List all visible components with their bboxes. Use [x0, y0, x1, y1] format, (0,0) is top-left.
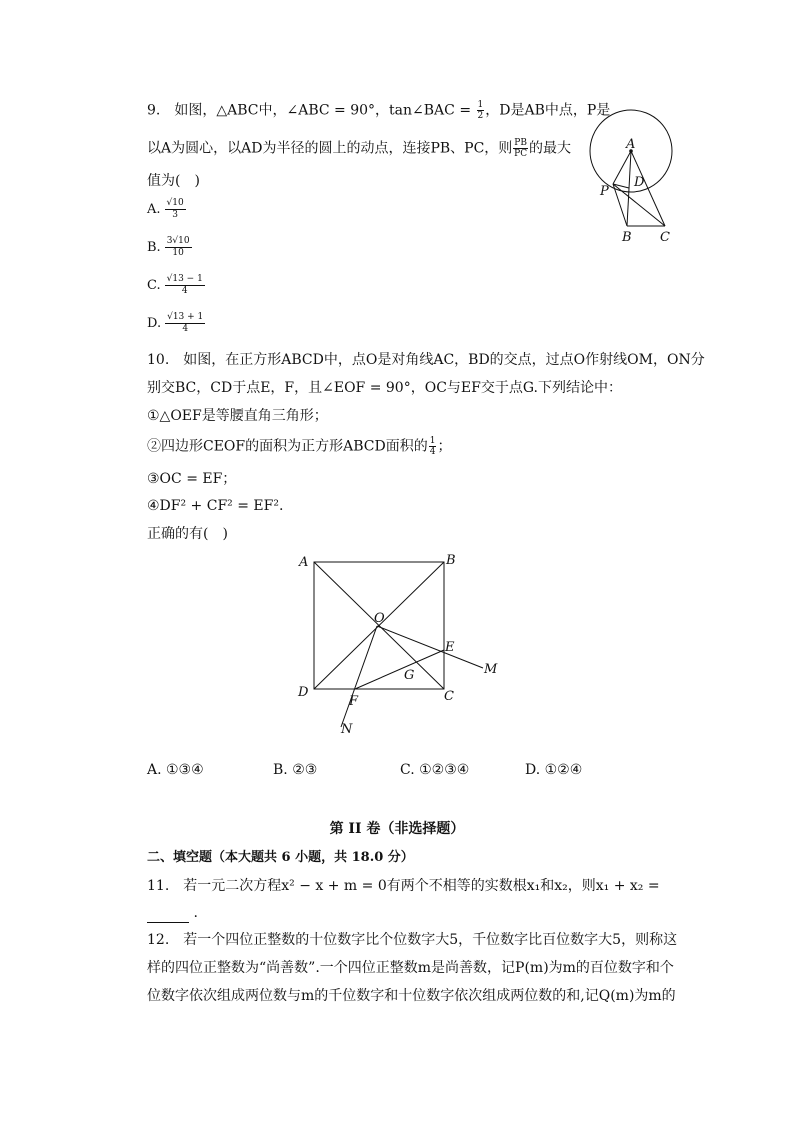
q9-option-d[interactable]: [147, 312, 205, 335]
q9-option-c-den: 4: [181, 286, 188, 296]
q10-statement-2: [147, 436, 451, 457]
q9-label-B: B: [622, 230, 632, 245]
q10-statement-2-pre: ②四边形CEOF的面积为正方形ABCD面积的: [147, 438, 428, 455]
q9-segment-PC: [613, 184, 665, 226]
q9-ratio-fraction: [513, 138, 528, 159]
q12-line2: 样的四位正整数为“尚善数”.一个四位正整数m是尚善数，记P(m)为m的百位数字和个: [147, 960, 674, 976]
q9-line2-tail: 的最大: [528, 140, 571, 157]
q10-prompt: 正确的有( ): [147, 526, 228, 542]
q9-option-c-num: √13 − 1: [166, 274, 203, 284]
q9-option-b-num: 3√10: [166, 236, 190, 246]
q10-label-A: A: [299, 555, 309, 570]
q9-option-d-frac: [165, 312, 205, 335]
q10-label-C: C: [444, 689, 454, 704]
q10-statement-2-num: 1: [429, 436, 436, 446]
q9-option-b-letter: B.: [147, 240, 161, 255]
q9-line2-text: 以A为圆心，以AD为半径的圆上的动点，连接PB、PC，则: [147, 140, 513, 157]
q9-label-A: A: [626, 137, 636, 152]
q9-option-c-frac: [165, 274, 205, 297]
q10-label-N: N: [341, 722, 353, 737]
q10-label-F: F: [349, 694, 359, 709]
q9-option-b[interactable]: [147, 236, 192, 259]
q9-tan-num: 1: [477, 100, 484, 110]
q11-answer-blank[interactable]: [147, 908, 189, 923]
q9-ratio-den: PC: [514, 149, 528, 159]
q9-label-D: D: [634, 175, 645, 190]
q10-label-B: B: [446, 553, 456, 568]
q10-line2: 别交BC，CD于点E，F，且∠EOF = 90°，OC与EF交于点G.下列结论中：: [147, 380, 622, 396]
q10-statement-2-frac: [429, 436, 437, 457]
q10-statement-2-post: ；: [437, 438, 452, 455]
section-subtitle: 二、填空题（本大题共 6 小题，共 18.0 分）: [147, 850, 414, 865]
q9-line3: 值为( ): [147, 173, 200, 189]
q10-ray-ON: [341, 626, 377, 727]
q10-statement-1: ①△OEF是等腰直角三角形；: [147, 408, 328, 424]
q9-option-a-letter: A.: [147, 202, 161, 217]
q10-ray-OM: [377, 626, 483, 668]
q9-option-c-letter: C.: [147, 278, 161, 293]
q10-label-O: O: [374, 611, 385, 626]
q10-figure: [290, 550, 510, 740]
q9-option-d-num: √13 + 1: [167, 312, 204, 322]
q10-label-M: M: [484, 662, 498, 677]
q10-statement-4: ④DF² + CF² = EF².: [147, 498, 284, 514]
q9-option-c[interactable]: [147, 274, 205, 297]
q9-line2: [147, 138, 571, 159]
q9-option-b-frac: [165, 236, 192, 259]
q9-tan-den: 2: [477, 111, 484, 121]
q9-option-b-den: 10: [172, 248, 184, 258]
q9-figure: [580, 100, 690, 250]
q9-label-C: C: [660, 230, 670, 245]
q9-line1-tail: ，D是AB中点，P是: [485, 102, 611, 119]
q9-option-a-den: 3: [172, 210, 178, 220]
q9-option-a-num: √10: [166, 198, 184, 208]
q11-line1: 11. 若一元二次方程x² − x + m = 0有两个不相等的实数根x₁和x₂，则x₁ + x₂ =: [147, 878, 660, 894]
q10-line1: 10. 如图，在正方形ABCD中，点O是对角线AC，BD的交点，过点O作射线OM，ON分: [147, 352, 705, 368]
q10-statement-3: ③OC = EF；: [147, 471, 237, 487]
q11-line2: [147, 903, 198, 923]
section-title: 第 II 卷（非选择题）: [329, 821, 465, 837]
q9-line1-text: 9. 如图，△ABC中，∠ABC = 90°，tan∠BAC =: [147, 102, 476, 119]
q9-ratio-num: PB: [514, 138, 527, 148]
q9-tan-fraction: [477, 100, 485, 121]
q9-option-d-letter: D.: [147, 316, 162, 331]
q9-line1: [147, 100, 610, 121]
q10-segment-EF: [355, 650, 444, 689]
q12-line3: 位数字依次组成两位数与m的千位数字和十位数字依次组成两位数的和,记Q(m)为m的: [147, 988, 676, 1004]
q10-option-c[interactable]: C. ①②③④: [400, 762, 470, 778]
q11-line2-tail: .: [189, 905, 198, 921]
q10-statement-2-den: 4: [429, 447, 436, 457]
q9-option-d-den: 4: [182, 324, 189, 334]
q9-segment-AB: [627, 151, 631, 226]
q10-label-G: G: [404, 668, 415, 683]
q10-option-a[interactable]: A. ①③④: [147, 762, 204, 778]
q9-option-a[interactable]: [147, 198, 186, 221]
q9-label-P: P: [600, 184, 609, 199]
q9-option-a-frac: [165, 198, 186, 221]
q10-label-D: D: [298, 685, 309, 700]
q12-line1: 12. 若一个四位正整数的十位数字比个位数字大5，千位数字比百位数字大5，则称这: [147, 932, 678, 948]
q10-option-d[interactable]: D. ①②④: [525, 762, 583, 778]
q10-label-E: E: [445, 640, 455, 655]
q9-segment-PA: [613, 151, 631, 184]
q10-option-b[interactable]: B. ②③: [273, 762, 318, 778]
